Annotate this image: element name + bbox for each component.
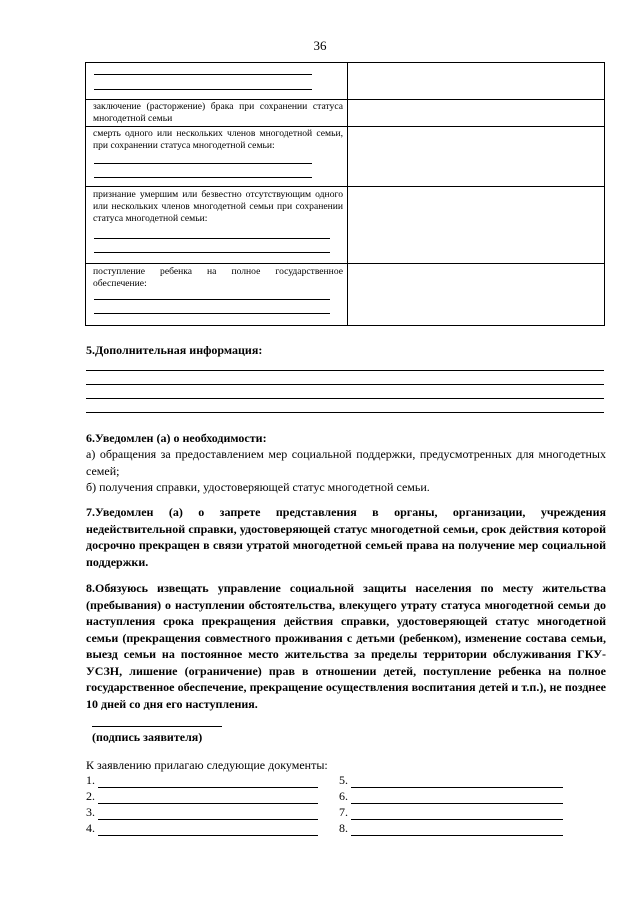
signature-line (92, 726, 222, 727)
section-6-item-a: а) обращения за предоставлением мер социальной поддержки, предусмотренных для многодетных семей; (86, 447, 606, 478)
page-number: 36 (313, 38, 327, 53)
table-row-divider (86, 126, 604, 127)
section-6-item-b: б) получения справки, удостоверяющей статус многодетной семьи. (86, 480, 430, 494)
section-8-text: 8.Обязуюсь извещать управление социальной защиты населения по месту жительства (пребывания) о наступлении обстоятельства, влекущего утрату статуса многодетной семьи до наступления срока прекращения действия справки, удостоверяющей статус многодетной семьи (прекращения совместного проживания с детьми (ребенком), изменение состава семьи, выезд семьи на постоянное место жительства за пределы территории обслуживания ГКУ-УСЗН, лишение (ограничение) прав в отношении детей, поступление ребенка на полное государственное обеспечение, прекращение осуществления воспитания детей и т.п.), не позднее 10 дней со дня его наступления. (86, 581, 606, 711)
table-column-divider (347, 63, 348, 325)
info-line (86, 370, 604, 371)
attachment-field[interactable] (351, 787, 563, 788)
blank-line (94, 252, 330, 253)
table-row-divider (86, 99, 604, 100)
attachment-number: 6. (339, 789, 348, 803)
blank-line (94, 163, 312, 164)
attachment-field[interactable] (351, 819, 563, 820)
table-row-label: заключение (расторжение) брака при сохранении статуса многодетной семьи (93, 101, 343, 124)
status-change-table (85, 62, 605, 326)
info-line (86, 384, 604, 385)
section-6-title: 6.Уведомлен (а) о необходимости: (86, 431, 267, 445)
attachment-number: 3. (86, 805, 95, 819)
blank-line (94, 177, 312, 178)
table-row-divider (86, 263, 604, 264)
attachment-number: 5. (339, 773, 348, 787)
blank-line (94, 89, 312, 90)
info-line (86, 412, 604, 413)
blank-line (94, 74, 312, 75)
blank-line (94, 238, 330, 239)
attachment-number: 7. (339, 805, 348, 819)
section-5-title: 5.Дополнительная информация: (86, 343, 263, 357)
blank-line (94, 299, 330, 300)
attachment-field[interactable] (351, 803, 563, 804)
table-row-label: смерть одного или нескольких членов многодетной семьи, при сохранении статуса многодетной семьи: (93, 128, 343, 151)
attachment-field[interactable] (98, 835, 318, 836)
attachment-field[interactable] (98, 787, 318, 788)
table-row-divider (86, 186, 604, 187)
attachment-field[interactable] (351, 835, 563, 836)
attachment-number: 8. (339, 821, 348, 835)
blank-line (94, 313, 330, 314)
info-line (86, 398, 604, 399)
section-7-text: 7.Уведомлен (а) о запрете представления в органы, организации, учреждения недействительной справки, удостоверяющей статус многодетной семьи, срок действия которой досрочно прекращен в связи утратой многодетной семьей права на получение мер социальной поддержки. (86, 505, 606, 569)
attachment-number: 4. (86, 821, 95, 835)
attachments-intro: К заявлению прилагаю следующие документы: (86, 758, 328, 772)
table-row-label: поступление ребенка на полное государственное обеспечение: (93, 266, 343, 289)
attachment-number: 2. (86, 789, 95, 803)
attachment-field[interactable] (98, 819, 318, 820)
attachment-number: 1. (86, 773, 95, 787)
table-row-label: признание умершим или безвестно отсутствующим одного или нескольких членов многодетной семьи при сохранении статуса многодетной семьи: (93, 189, 343, 224)
attachment-field[interactable] (98, 803, 318, 804)
signature-label: (подпись заявителя) (92, 730, 203, 744)
